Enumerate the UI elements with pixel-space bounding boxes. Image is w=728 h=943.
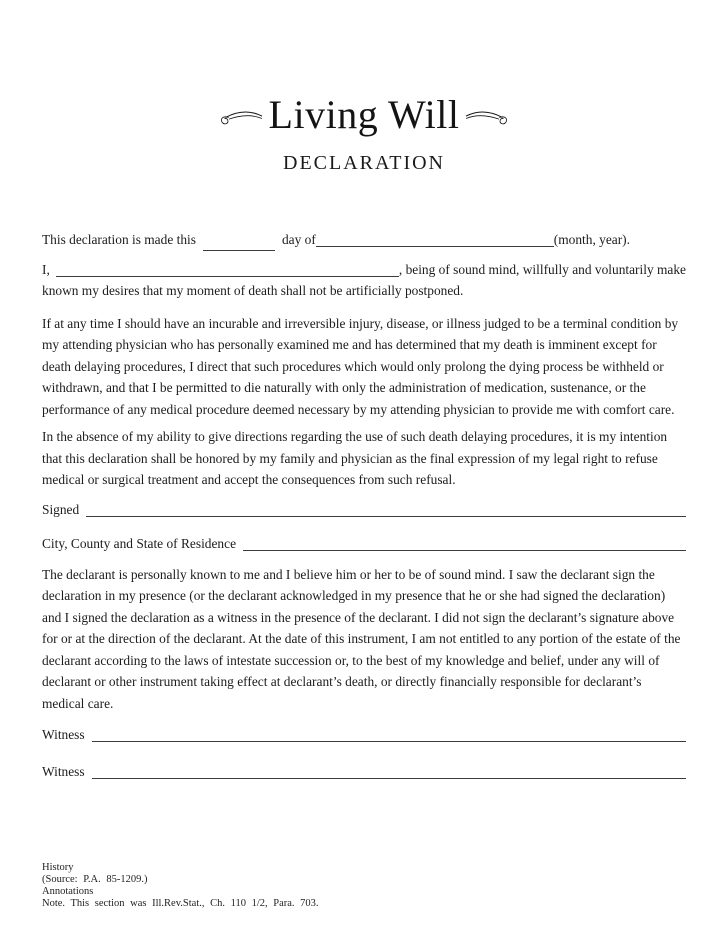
date-line-middle: day of (281, 232, 316, 247)
signed-row (42, 499, 686, 521)
declarant-name-blank-line (56, 275, 399, 277)
statute-footer (42, 862, 686, 910)
footer-note-line: Note. This section was Ill.Rev.Stat., Ch. 110 1/2, Para. 703. (42, 898, 319, 909)
residence-row (42, 533, 686, 555)
witness-2-label: Witness (42, 763, 85, 779)
flourish-right-icon (465, 106, 509, 130)
witness-1-signature-blank-line (92, 740, 686, 742)
terminal-condition-paragraph: If at any time I should have an incurable and irreversible injury, disease, or illness judged to be a terminal condition by my attending physician who has personally examined me and has determined that my death is imminent except for death delaying procedures, I direct that such procedures which would only prolong the dying process be withheld or withdrawn, and that I be permitted to die naturally with only the administration of medication, sustenance, or the performance of any medical procedure deemed necessary by my attending physician to provide me with comfort care. (42, 315, 679, 417)
witness-2-signature-blank-line (92, 777, 686, 779)
date-line-suffix: (month, year). (553, 232, 630, 247)
declarant-line-continuation: known my desires that my moment of death shall not be artificially postponed. (42, 283, 464, 298)
document-subtitle: DECLARATION (283, 152, 445, 174)
signature-blank-line (86, 515, 686, 517)
witness-1-row (42, 724, 686, 746)
witness-2-row (42, 761, 686, 783)
date-line-row (42, 229, 630, 251)
document-title: Living Will (268, 92, 460, 137)
footer-history-line: History (42, 862, 74, 873)
declarant-name-row (42, 259, 686, 281)
day-blank-line (203, 249, 275, 251)
intention-paragraph: In the absence of my ability to give directions regarding the use of such death delaying procedures, it is my intention that this declaration shall be honored by my family and physician as the final expression of my legal right to refuse medical or surgical treatment and accept the consequences from such refusal. (42, 429, 668, 487)
declarant-line-prefix: I, (42, 261, 50, 277)
footer-annotations-line: Annotations (42, 886, 94, 897)
month-year-blank-line (316, 245, 554, 247)
date-line-prefix: This declaration is made this (42, 232, 196, 247)
document-title-row (42, 92, 686, 138)
declarant-paragraph (42, 259, 686, 302)
footer-source-line: (Source: P.A. 85-1209.) (42, 874, 148, 885)
declarant-line-suffix: , being of sound mind, willfully and voluntarily make (398, 261, 686, 277)
witness-1-label: Witness (42, 727, 85, 742)
flourish-left-icon (219, 106, 263, 130)
residence-blank-line (243, 549, 686, 551)
witness-attestation-paragraph: The declarant is personally known to me and I believe him or her to be of sound mind. I saw the declarant sign the declaration in my presence (or the declarant acknowledged in my presence that he or she had signed the declaration) and I signed the declaration as a witness in the presence of the declarant. I did not sign the declarant’s signature above for or at the direction of the declarant. At the date of this instrument, I am not entitled to any portion of the estate of the declarant according to the laws of intestate succession or, to the best of my knowledge and belief, under any will of declarant or other instrument taking effect at declarant’s death, or directly financially responsible for declarant’s medical care. (42, 566, 681, 711)
signed-label: Signed (42, 501, 80, 517)
residence-label: City, County and State of Residence (42, 536, 237, 551)
